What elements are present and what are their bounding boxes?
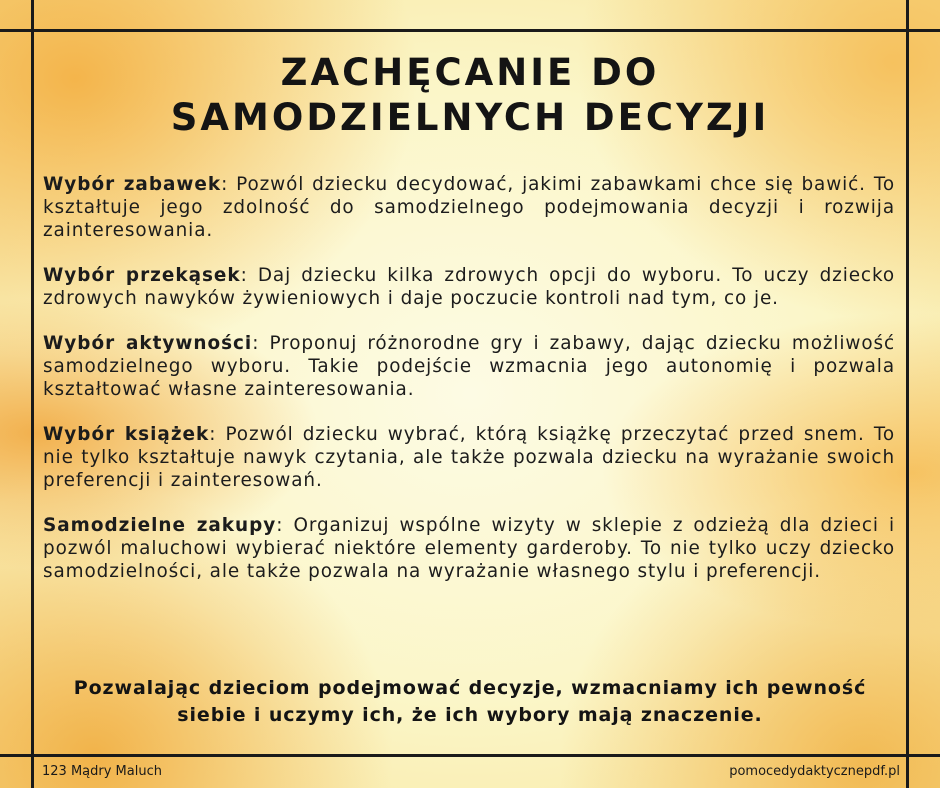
closing-statement: Pozwalając dzieciom podejmować decyzje, wzmacniamy ich pewność siebie i uczymy ich, że ich wybory mają znaczenie. [73, 677, 867, 726]
title-line-2: SAMODZIELNYCH DECYZJI [170, 96, 770, 139]
paragraph-text: : Pozwól dziecku wybrać, którą książkę przeczytać przed snem. To nie tylko kształtuje nawyk czytania, ale także pozwala dziecku na wyrażanie swoich preferencji i zainteresowań. [43, 424, 895, 491]
paragraph-text: : Daj dziecku kilka zdrowych opcji do wyboru. To uczy dziecko zdrowych nawyków żywieniowych i daje poczucie kontroli nad tym, co je. [43, 265, 895, 309]
paragraph-books [43, 423, 895, 492]
title-line-1: ZACHĘCANIE DO [280, 51, 660, 94]
paragraph-heading: Samodzielne zakupy [43, 515, 277, 536]
paragraph-text: : Pozwól dziecku decydować, jakimi zabawkami chce się bawić. To kształtuje jego zdolność do samodzielnego podejmowania decyzji i rozwija zainteresowania. [43, 174, 895, 241]
footer-brand: 123 Mądry Maluch [42, 764, 162, 779]
content [43, 173, 895, 605]
paragraph-shopping [43, 514, 895, 583]
paragraph-text: : Organizuj wspólne wizyty w sklepie z odzieżą dla dzieci i pozwól maluchowi wybierać niektóre elementy garderoby. To nie tylko uczy dziecko samodzielności, ale także pozwala na wyrażanie własnego stylu i preferencji. [43, 515, 895, 582]
paragraph-heading: Wybór książek [43, 424, 210, 445]
paragraph-heading: Wybór aktywności [43, 333, 253, 354]
paragraph-heading: Wybór przekąsek [43, 265, 241, 286]
page-title [0, 50, 940, 140]
paragraph-heading: Wybór zabawek [43, 174, 222, 195]
frame-line-bottom [0, 754, 940, 757]
frame-line-top [0, 29, 940, 32]
footer-website: pomocedydaktycznepdf.pl [729, 764, 900, 779]
paragraph-text: : Proponuj różnorodne gry i zabawy, dając dziecku możliwość samodzielnego wyboru. Takie podejście wzmacnia jego autonomię i pozwala kształtować własne zainteresowania. [43, 333, 896, 400]
paragraph-toys [43, 173, 895, 242]
paragraph-activities [43, 332, 895, 401]
paragraph-snacks [43, 264, 895, 310]
